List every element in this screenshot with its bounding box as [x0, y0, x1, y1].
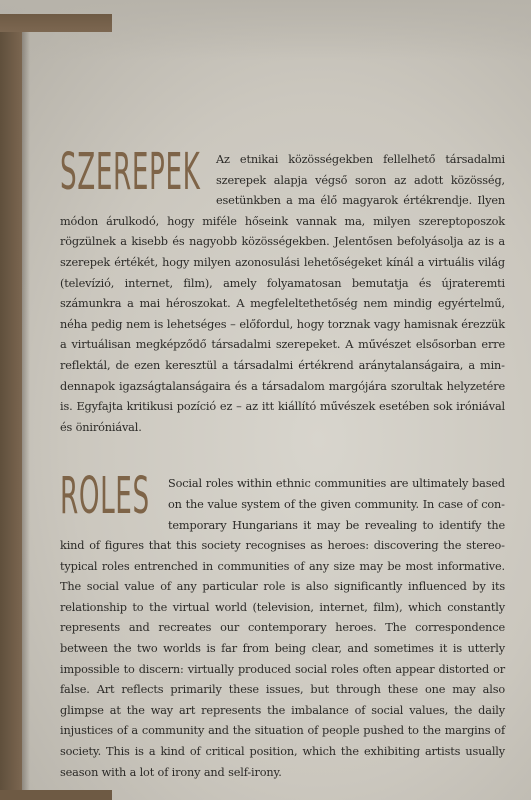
hungarian-paragraph: Az etnikai közösségekben fellelhető társadalmi szerepek alapja végső soron az adott közösség, esetünkben a ma élő magyarok értékrendje. Ilyen módon árulkodó, hogy miféle hőseink vannak ma, milyen szereptoposzok rögzülnek a kisebb és nagyobb közösségekben. Jelentősen befolyásolja az is a szerepek értékét, hogy milyen azonosulási lehetőségeket kínál a virtuális világ (televízió, internet, film), amely folyamatosan bemutatja és újrateremti számunkra a mai héroszokat. A megfeleltethetőség nem mindig egyértelmű, néha pedig nem is lehetséges – előfordul, hogy torznak vagy hamisnak érezzük a virtuálisan megképződő társadalmi szerepeket. A művészet elsősorban erre reflektál, de ezen keresztül a társadalmi értékrend aránytalanságaira, a mindennapok igazságtalanságaira és a társadalom margójára szorultak helyzetére is. Egyfajta kritikusi pozíció ez – az itt kiállító művészek esetében sok iróniával és öniróniával. — [60, 153, 505, 434]
wooden-frame-bottom — [0, 790, 112, 800]
wooden-frame-top — [0, 14, 112, 32]
exhibition-text-panel — [60, 142, 505, 783]
heading-szerepek: SZEREPEK — [60, 142, 201, 202]
heading-roles: ROLES — [60, 466, 150, 527]
wooden-frame-left — [0, 14, 22, 800]
english-paragraph: Social roles within ethnic communities are ultimately based on the value system of the given community. In case of contemporary Hungarians it may be revealing to identify the kind of figures that this society recognises as heroes: discovering the stereotypical roles entrenched in communities of any size may be most informative. The social value of any particular role is also significantly influenced by its relationship to the virtual world (television, internet, film), which constantly represents and recreates our contemporary heroes. The correspondence between the two worlds is far from being clear, and sometimes it is utterly impossible to discern: virtually produced social roles often appear distorted or false. Art reflects primarily these issues, but through these one may also glimpse at the way art represents the imbalance of social values, the daily injustices of a community and the situation of people pushed to the margins of society. This is a kind of critical position, which the exhibiting artists usually season with a lot of irony and self-irony. — [60, 477, 505, 779]
frame-shadow — [22, 32, 30, 800]
hungarian-section — [60, 142, 505, 438]
english-section — [60, 466, 505, 783]
